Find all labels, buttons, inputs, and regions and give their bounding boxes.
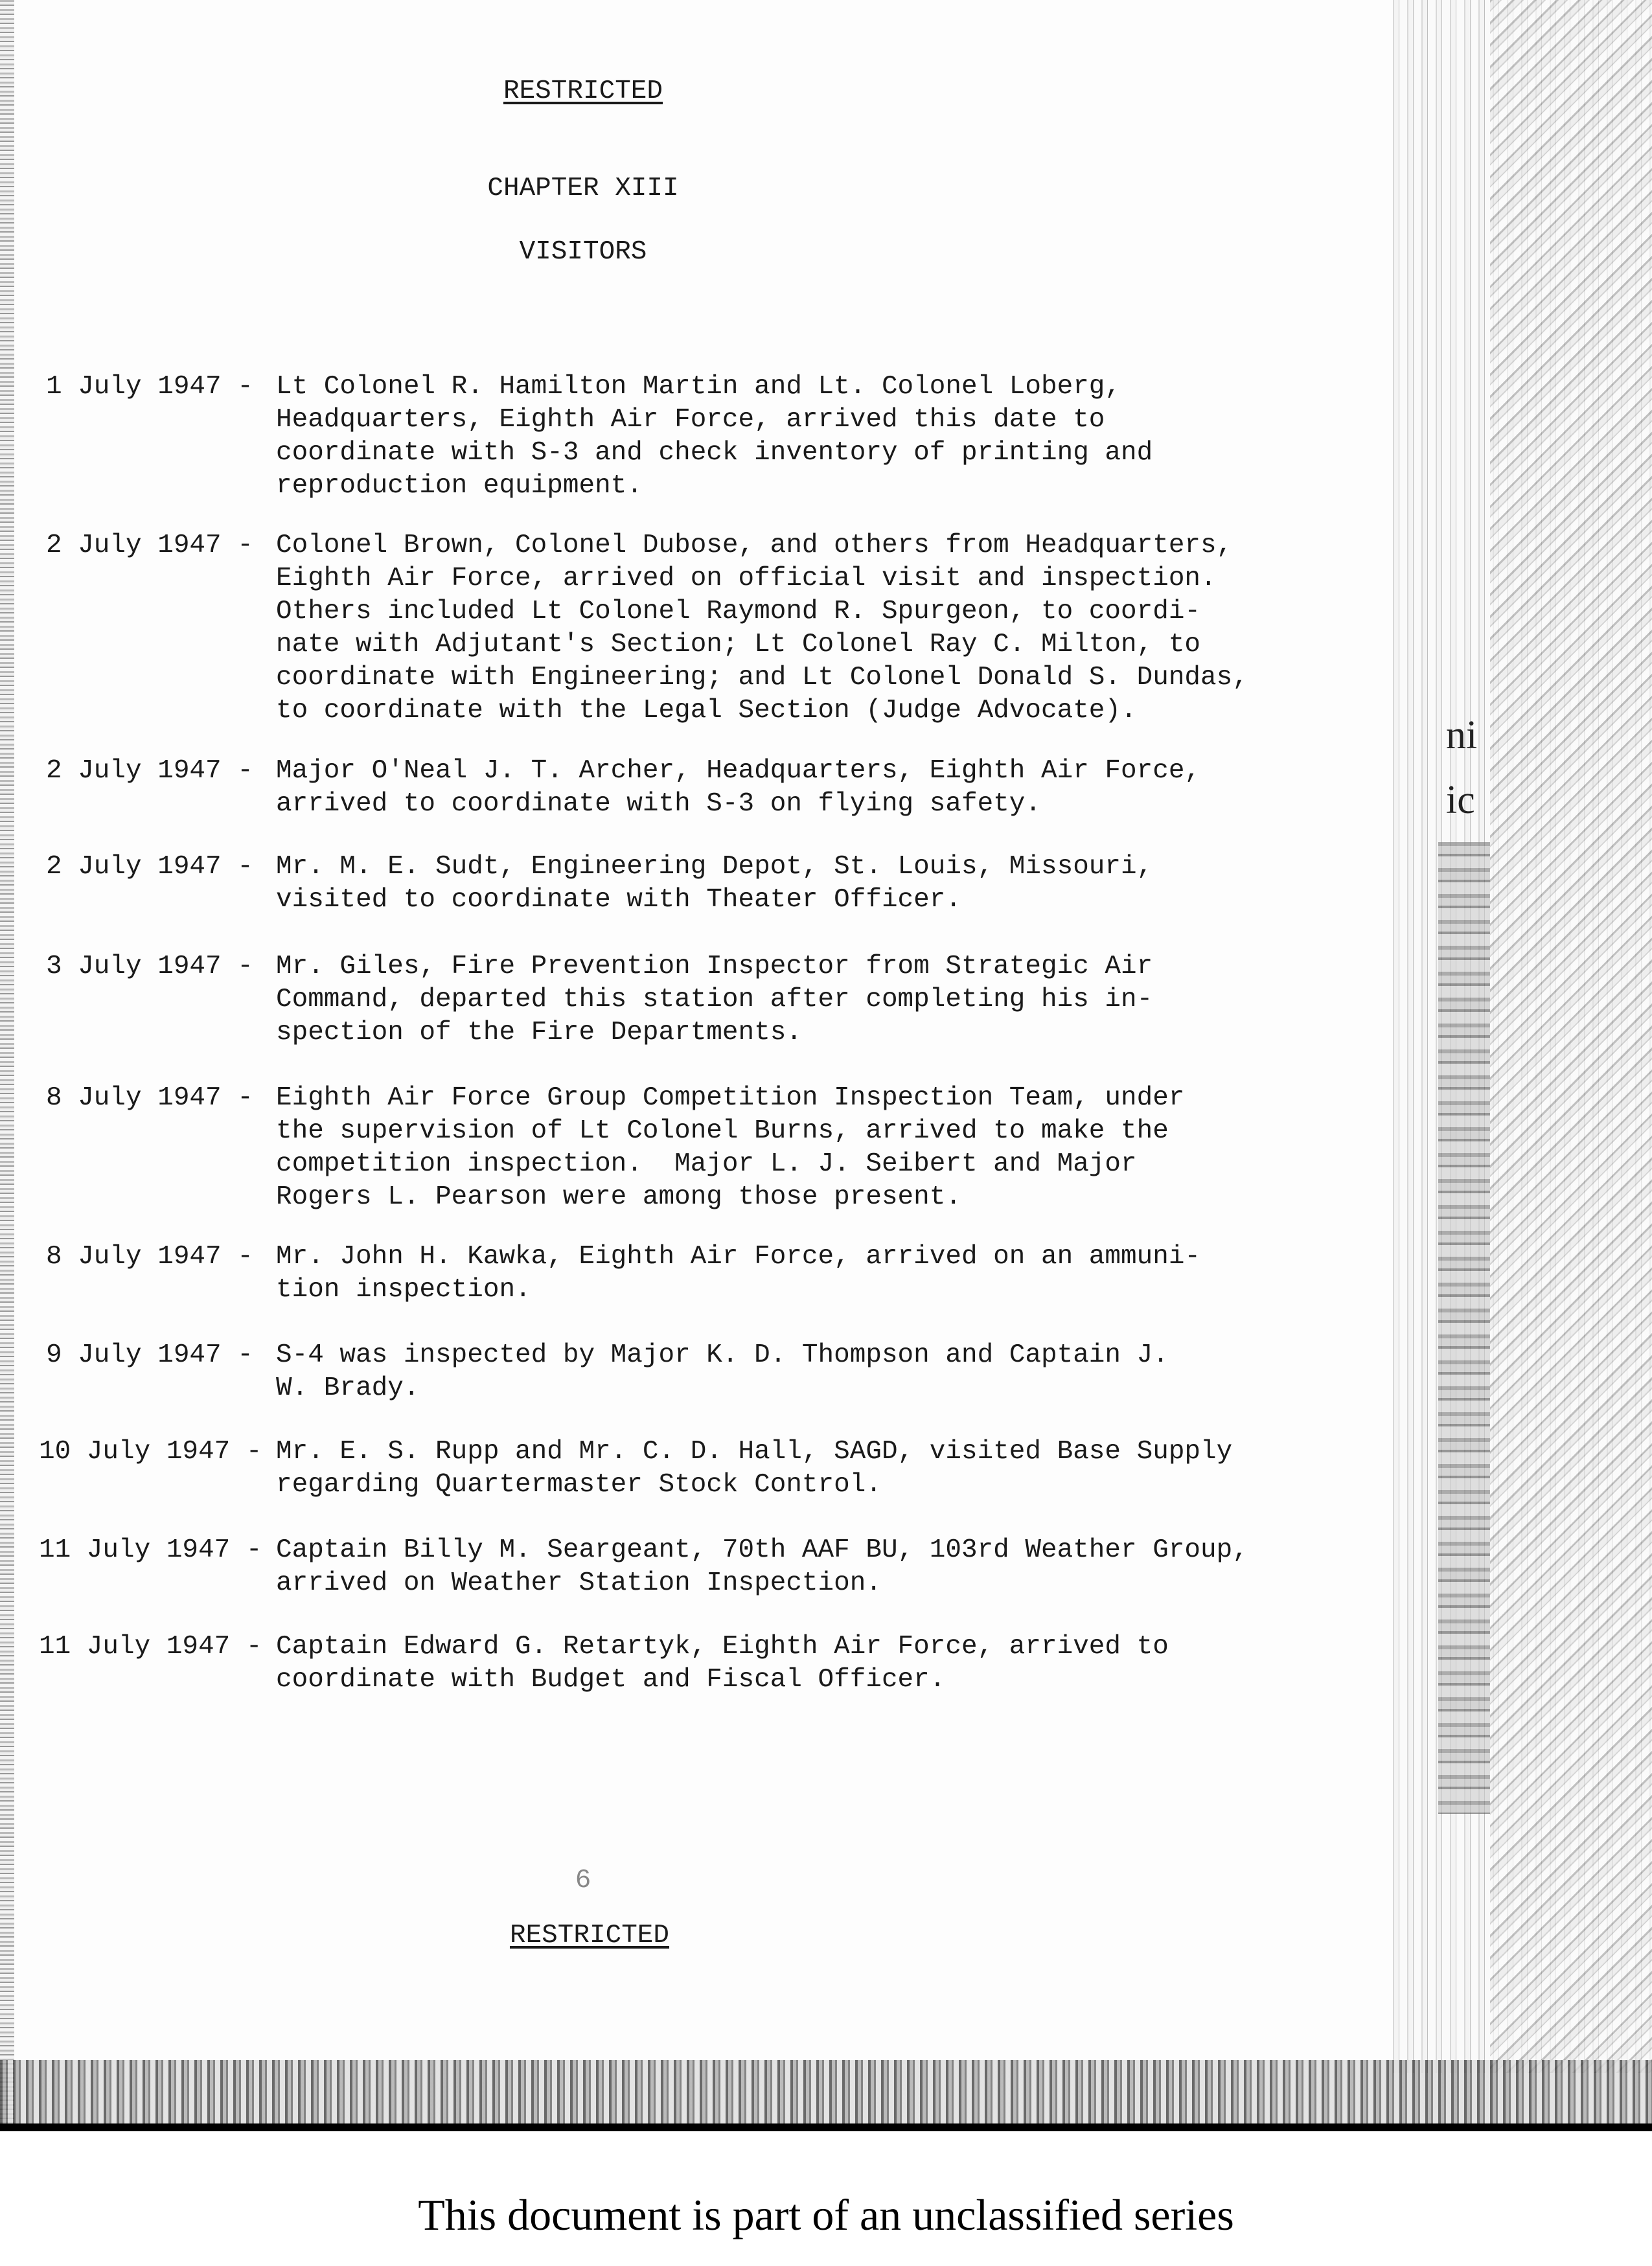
scan-left-edge	[0, 0, 14, 2131]
adjacent-page-noise	[1490, 0, 1652, 2073]
scan-bottom-edge	[0, 2060, 1652, 2125]
chapter-heading: CHAPTER XIII	[487, 174, 679, 203]
page-title: VISITORS	[519, 237, 647, 267]
margin-fragment: ic	[1446, 778, 1475, 822]
entry-text-line: the supervision of Lt Colonel Burns, arrived to make the	[276, 1116, 1169, 1146]
margin-fragment: ni	[1446, 713, 1478, 757]
entry-date: 8 July 1947 -	[46, 1083, 253, 1113]
entry-text-line: regarding Quartermaster Stock Control.	[276, 1470, 882, 1500]
entry-text-line: coordinate with Engineering; and Lt Colonel Donald S. Dundas,	[276, 663, 1248, 692]
entry-text-line: visited to coordinate with Theater Officer.	[276, 885, 961, 915]
entry-text-line: Eighth Air Force, arrived on official visit and inspection.	[276, 564, 1217, 593]
entry-text-line: spection of the Fire Departments.	[276, 1018, 802, 1047]
entry-date: 2 July 1947 -	[46, 852, 253, 882]
entry-text-line: Command, departed this station after completing his in-	[276, 985, 1153, 1014]
adjacent-page-shadow	[1438, 842, 1490, 1814]
classification-top: RESTRICTED	[503, 76, 663, 106]
entry-date: 9 July 1947 -	[46, 1340, 253, 1370]
entry-text-line: Mr. E. S. Rupp and Mr. C. D. Hall, SAGD, visited Base Supply	[276, 1437, 1233, 1467]
entry-text-line: to coordinate with the Legal Section (Judge Advocate).	[276, 696, 1137, 726]
entry-date: 2 July 1947 -	[46, 756, 253, 786]
entry-date: 10 July 1947 -	[39, 1437, 262, 1467]
entry-text-line: Rogers L. Pearson were among those present.	[276, 1182, 961, 1212]
entry-date: 1 July 1947 -	[46, 372, 253, 402]
entry-date: 11 July 1947 -	[39, 1632, 262, 1662]
entry-text-line: nate with Adjutant's Section; Lt Colonel Ray C. Milton, to	[276, 630, 1201, 659]
entry-text-line: Lt Colonel R. Hamilton Martin and Lt. Colonel Loberg,	[276, 372, 1121, 402]
entry-text-line: S-4 was inspected by Major K. D. Thompson and Captain J.	[276, 1340, 1169, 1370]
entry-text-line: Major O'Neal J. T. Archer, Headquarters, Eighth Air Force,	[276, 756, 1201, 786]
entry-text-line: tion inspection.	[276, 1275, 531, 1305]
entry-date: 2 July 1947 -	[46, 531, 253, 560]
scan-border	[0, 2123, 1652, 2131]
entry-text-line: Mr. M. E. Sudt, Engineering Depot, St. Louis, Missouri,	[276, 852, 1153, 882]
entry-text-line: Captain Billy M. Seargeant, 70th AAF BU, 103rd Weather Group,	[276, 1535, 1248, 1565]
entry-text-line: Mr. Giles, Fire Prevention Inspector from Strategic Air	[276, 952, 1153, 981]
entry-text-line: coordinate with S-3 and check inventory of printing and	[276, 438, 1153, 468]
caption: This document is part of an unclassified series	[418, 2190, 1234, 2239]
entry-date: 11 July 1947 -	[39, 1535, 262, 1565]
entry-text-line: arrived on Weather Station Inspection.	[276, 1568, 882, 1598]
entry-text-line: Colonel Brown, Colonel Dubose, and others from Headquarters,	[276, 531, 1233, 560]
entry-text-line: W. Brady.	[276, 1373, 420, 1403]
entry-text-line: Mr. John H. Kawka, Eighth Air Force, arrived on an ammuni-	[276, 1242, 1201, 1272]
entry-text-line: coordinate with Budget and Fiscal Officer.	[276, 1665, 946, 1695]
classification-bottom: RESTRICTED	[509, 1921, 670, 1951]
entry-text-line: Headquarters, Eighth Air Force, arrived this date to	[276, 405, 1105, 435]
entry-text-line: Eighth Air Force Group Competition Inspection Team, under	[276, 1083, 1185, 1113]
entry-date: 8 July 1947 -	[46, 1242, 253, 1272]
entry-text-line: competition inspection. Major L. J. Seibert and Major	[276, 1149, 1137, 1179]
entry-text-line: reproduction equipment.	[276, 471, 643, 501]
entry-text-line: arrived to coordinate with S-3 on flying safety.	[276, 789, 1041, 819]
entry-text-line: Others included Lt Colonel Raymond R. Spurgeon, to coordi-	[276, 597, 1201, 626]
entry-date: 3 July 1947 -	[46, 952, 253, 981]
page-number: 6	[575, 1866, 591, 1895]
entry-text-line: Captain Edward G. Retartyk, Eighth Air Force, arrived to	[276, 1632, 1169, 1662]
